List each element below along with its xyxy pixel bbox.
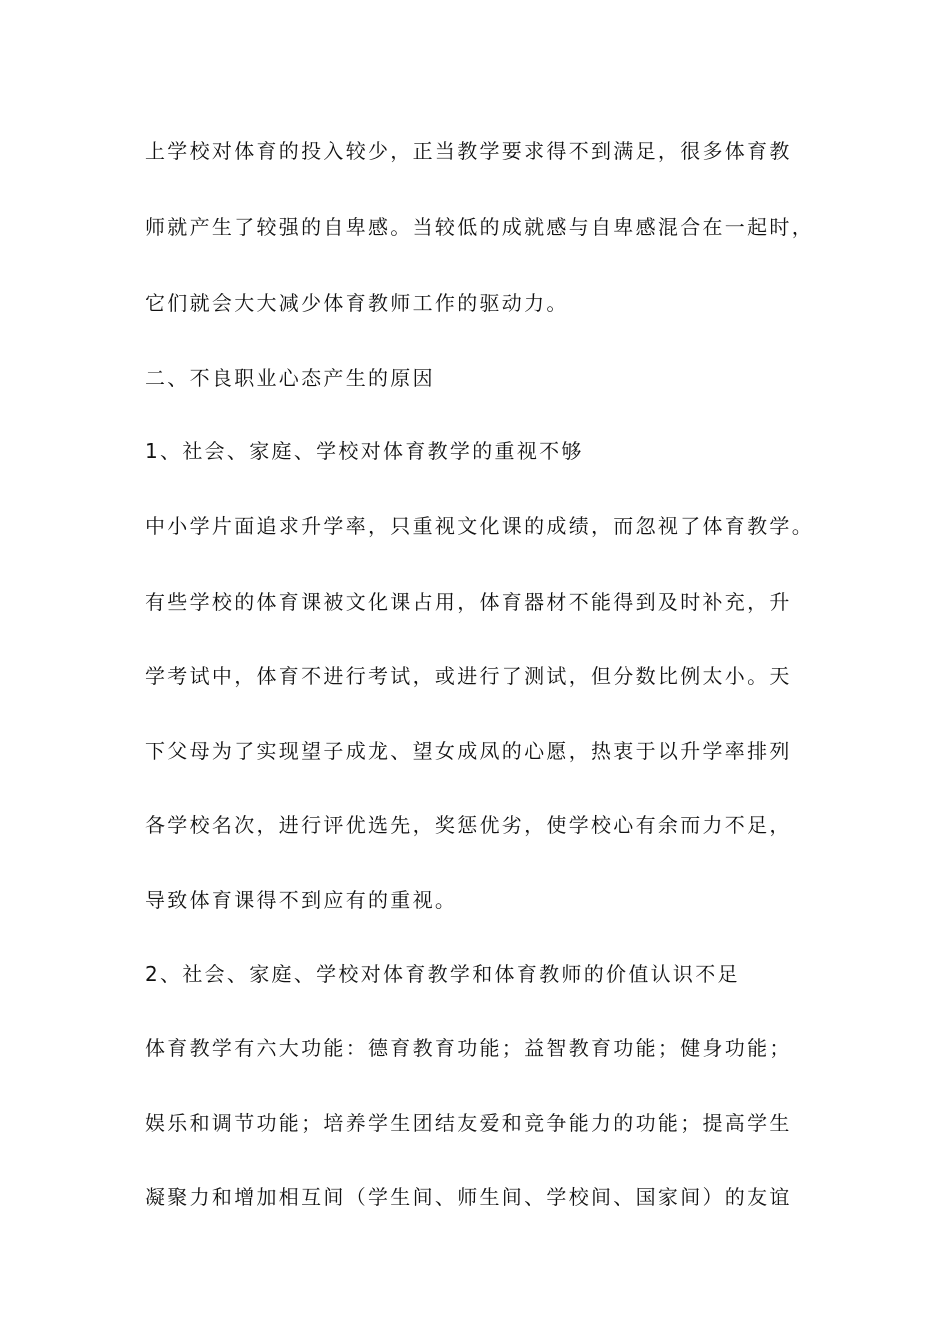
- subsection-heading-1: 1、社会、家庭、学校对体育教学的重视不够: [145, 439, 584, 463]
- paragraph-line-5: 有些学校的体育课被文化课占用，体育器材不能得到及时补充，升: [145, 590, 792, 614]
- paragraph-line-1: 上学校对体育的投入较少，正当教学要求得不到满足，很多体育教: [145, 139, 792, 163]
- paragraph-line-10: 体育教学有六大功能：德育教育功能；益智教育功能；健身功能；: [145, 1036, 792, 1060]
- paragraph-line-4: 中小学片面追求升学率，只重视文化课的成绩，而忽视了体育教学。: [145, 514, 814, 538]
- paragraph-line-12: 凝聚力和增加相互间（学生间、师生间、学校间、国家间）的友谊: [145, 1185, 792, 1209]
- paragraph-line-7: 下父母为了实现望子成龙、望女成凤的心愿，热衷于以升学率排列: [145, 739, 792, 763]
- subsection-heading-2: 2、社会、家庭、学校对体育教学和体育教师的价值认识不足: [145, 962, 740, 986]
- paragraph-line-9: 导致体育课得不到应有的重视。: [145, 888, 458, 912]
- paragraph-line-2: 师就产生了较强的自卑感。当较低的成就感与自卑感混合在一起时，: [145, 215, 814, 239]
- paragraph-line-3: 它们就会大大减少体育教师工作的驱动力。: [145, 291, 569, 315]
- section-heading: 二、不良职业心态产生的原因: [145, 366, 435, 390]
- paragraph-line-11: 娱乐和调节功能；培养学生团结友爱和竞争能力的功能；提高学生: [145, 1111, 792, 1135]
- paragraph-line-8: 各学校名次，进行评优选先，奖惩优劣，使学校心有余而力不足，: [145, 813, 792, 837]
- paragraph-line-6: 学考试中，体育不进行考试，或进行了测试，但分数比例太小。天: [145, 664, 792, 688]
